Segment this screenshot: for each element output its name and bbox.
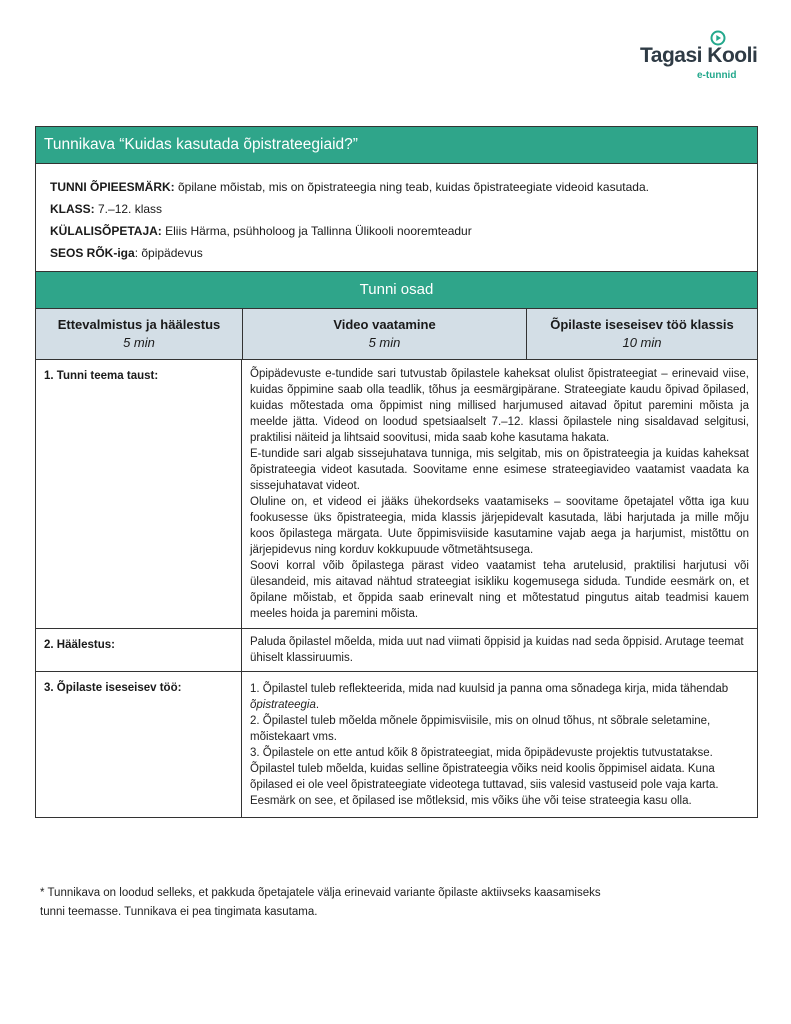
phase-independent-work xyxy=(526,309,757,359)
phases-row xyxy=(36,309,757,360)
guest-line xyxy=(50,220,743,242)
row-body xyxy=(242,360,757,628)
paragraph: E-tundide sari algab sissejuhatava tunniga, mis selgitab, mis on õpistrateegia ja kuidas kaheksat õpistrateegia videot kasutada. Soovitame enne esimese strateegiavideo vaatamist vaadata ka sissejuhatavat videot. xyxy=(250,448,749,492)
section-title: Tunni osad xyxy=(36,272,757,309)
guest-label: KÜLALISÕPETAJA: xyxy=(50,224,162,238)
logo xyxy=(640,30,760,80)
row-background xyxy=(36,360,757,629)
paragraph: Soovi korral võib õpilastega pärast video vaatamist teha arutelusid, praktilisi harjutusi või ülesandeid, mis aitavad nähtud strateegiat isikliku kogemusega siduda. Tundide eesmärk on, et õpilane mõistab, et õppida saab erinevalt ning et mõtestatud pingutus aitab teadmisi kauem meeles hoida ja paremini mõista. xyxy=(250,560,749,620)
curriculum-line xyxy=(50,242,743,264)
paragraph: Paluda õpilastel mõelda, mida uut nad viimati õppisid ja kuidas nad seda õppisid. Arutage teemat ühiselt klassiruumis. xyxy=(250,636,744,664)
curriculum-label: SEOS RÕK-iga xyxy=(50,246,135,260)
goal-line xyxy=(50,176,743,198)
item-text: 1. Õpilastel tuleb reflekteerida, mida nad kuulsid ja panna oma sõnadega kirja, mida tähendab xyxy=(250,683,729,695)
logo-text: Tagasi Kooli xyxy=(640,44,758,67)
goal-label: TUNNI ÕPIEESMÄRK: xyxy=(50,180,175,194)
row-warmup xyxy=(36,629,757,672)
row-body xyxy=(242,672,757,817)
row-independent-work xyxy=(36,672,757,817)
curriculum-value: : õpipädevus xyxy=(134,246,203,260)
class-label: KLASS: xyxy=(50,202,95,216)
footnote-line: tunni teemasse. Tunnikava ei pea tingimata kasutama. xyxy=(40,906,318,918)
footnote-line: * Tunnikava on loodud selleks, et pakkuda õpetajatele välja erinevaid variante õpilaste aktiivseks kaasamiseks xyxy=(40,887,601,899)
phase-preparation xyxy=(36,309,242,359)
row-label: 1. Tunni teema taust: xyxy=(36,360,242,628)
row-label: 2. Häälestus: xyxy=(36,629,242,671)
list-item: 2. Õpilastel tuleb mõelda mõnele õppimisviisile, mis on olnud tõhus, nt sõbrale seletamine, mõistekaart vms. xyxy=(250,715,711,743)
class-line xyxy=(50,198,743,220)
page-title: Tunnikava “Kuidas kasutada õpistrateegiaid?” xyxy=(36,127,757,164)
phase-time: 10 min xyxy=(622,335,662,350)
goal-value: õpilane mõistab, mis on õpistrateegia ning teab, kuidas õpistrateegiate videoid kasutada. xyxy=(174,180,649,194)
phase-title: Video vaatamine xyxy=(333,317,436,332)
lesson-plan-table xyxy=(35,126,758,818)
phase-title: Ettevalmistus ja häälestus xyxy=(57,317,221,332)
guest-value: Eliis Härma, psühholoog ja Tallinna Ülikooli nooremteadur xyxy=(161,224,472,238)
item-emphasis: õpistrateegia xyxy=(250,699,316,711)
paragraph: Oluline on, et videod ei jääks ühekordseks vaatamiseks – soovitame õpetajatel võtta iga kuu fookusesse üks õpistrateegia, mida klassis järjepidevalt kasutada, läbi harjutada ja mille mõju koos õpilastega märgata. Uute õppimisviiside kasutamine vajab aega ja harjumist, mistõttu on järjepidevus ning korduv kokkupuude võtmetähtsusega. xyxy=(250,496,749,556)
list-item: 3. Õpilastele on ette antud kõik 8 õpistrateegiat, mida õpipädevuste projektis tutvustatakse. Õpilastel tuleb mõelda, kuidas selline õpistrateegia võiks neid koolis õppimisel aidata. Kuna õpilased ei ole veel õpistrateegiate videotega tuttavad, siis valesid vastuseid pole vaja karta. Eesmärk on see, et õpilased ise mõtleksid, mis võiks ühe või teise strateegia kasu olla. xyxy=(250,747,719,807)
phase-time: 5 min xyxy=(123,335,155,350)
logo-subtext: e-tunnid xyxy=(697,70,737,81)
row-body xyxy=(242,629,757,671)
phase-video xyxy=(242,309,526,359)
list-item xyxy=(250,681,749,713)
phase-time: 5 min xyxy=(368,335,401,350)
lesson-info xyxy=(36,164,757,272)
item-text: . xyxy=(315,699,320,711)
footnote xyxy=(40,884,740,922)
paragraph: Õpipädevuste e-tundide sari tutvustab õpilastele kaheksat olulist õpistrateegiat – erinevaid viise, kuidas õppimine saab olla teadlik, tõhus ja eesmärgipärane. Strateegiate kaudu õpivad õpilased, kuidas mõtestada oma õppimist ning millised harjumused aitavad õpitut paremini mõista ja meelde jätta. Videod on loodud spetsiaalselt 7.–12. klassi õpilastele ning sisaldavad selgitusi, praktilisi näiteid ja lihtsaid soovitusi, mida saab kohe kasutama hakata. xyxy=(250,368,749,444)
class-value: 7.–12. klass xyxy=(94,202,163,216)
phase-title: Õpilaste iseseisev töö klassis xyxy=(550,317,734,332)
row-label: 3. Õpilaste iseseisev töö: xyxy=(36,672,242,817)
